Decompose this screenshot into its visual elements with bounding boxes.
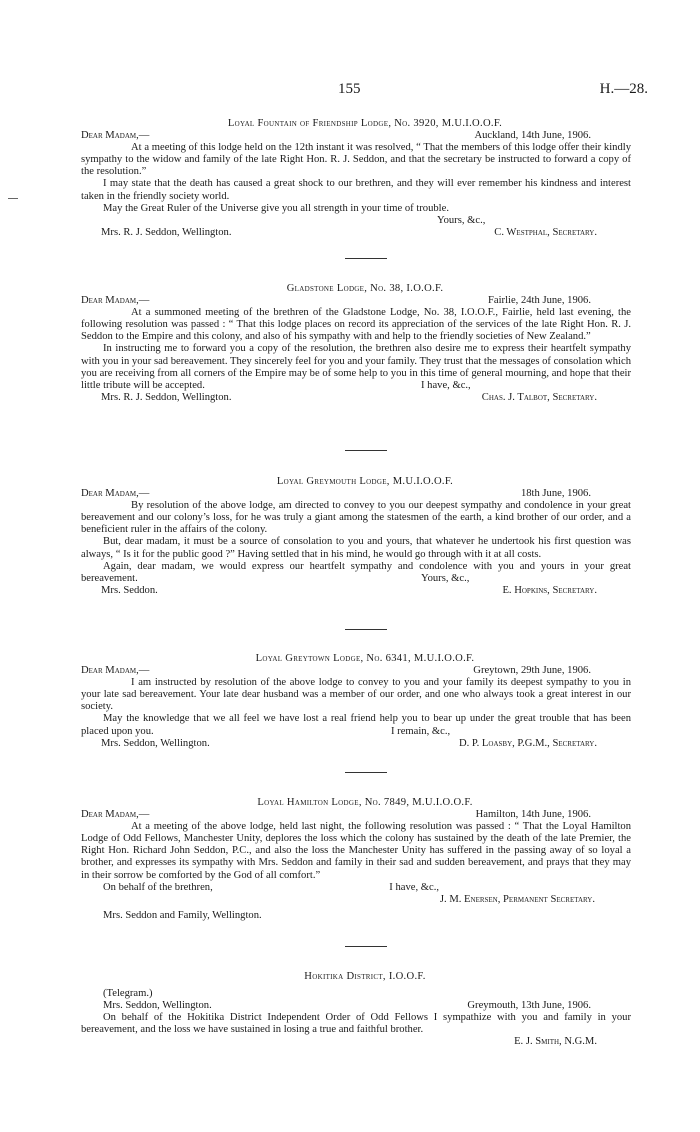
paragraph: Again, dear madam, we would express our heartfelt sympathy and condolence with you and yours in your great bereavement. — [81, 560, 631, 584]
paragraph: At a summoned meeting of the brethren of the Gladstone Lodge, No. 38, I.O.O.F., Fairlie, held last evening, the following resolution was passed : “ That this lodge places on record its appreciation of the services of the late Right Hon. R. J. Seddon to the Empire and this colony, and also of his sympathy with and help to the friendly societies of New Zealand.” — [81, 307, 631, 343]
paragraph: At a meeting of the above lodge, held last night, the following resolution was passed : “ That the Loyal Hamilton Lodge of Odd Fellows, Manchester Unity, deplores the loss which the colony has sustained by the death of the late Premier, the Right Hon. Richard John Seddon, P.C., and also the loss the Manchester Unity has suffered in the passing away of so loyal a brother, and expresses its sympathy with Mrs. Seddon and family in their sad and sudden bereavement, and prays that they may in their sorrow be comforted by the God of all comfort.” — [81, 821, 631, 881]
paragraph: But, dear madam, it must be a source of consolation to you and yours, that whatever he undertook his first question was always, “ Is it for the public good ?” Having settled that in his mind, he would go through with it at all costs. — [81, 536, 631, 560]
letter-gladstone — [81, 283, 631, 404]
place-date: Greytown, 29th June, 1906. — [473, 665, 591, 677]
addressee: Mrs. Seddon, Wellington. — [101, 737, 210, 749]
letter-fountain-of-friendship — [81, 118, 631, 239]
paragraph: May the knowledge that we all feel we have lost a real friend help you to bear up under the great trouble that has been placed upon you. — [81, 713, 631, 737]
addressee: Mrs. R. J. Seddon, Wellington. — [101, 391, 232, 403]
divider — [345, 450, 387, 451]
margin-mark — [8, 198, 18, 199]
signature: C. Westphal, Secretary. — [494, 226, 597, 238]
signature: Chas. J. Talbot, Secretary. — [481, 391, 597, 403]
place-date: 18th June, 1906. — [520, 488, 591, 500]
behalf-line: On behalf of the brethren, — [103, 881, 213, 893]
addressee: Mrs. Seddon, Wellington. — [103, 1000, 212, 1012]
salutation: Dear Madam,— — [81, 488, 150, 500]
paragraph: May the Great Ruler of the Universe give you all strength in your time of trouble. — [103, 202, 449, 214]
closing: I remain, &c., — [391, 725, 451, 737]
letter-title: Loyal Greymouth Lodge, M.U.I.O.O.F. — [276, 476, 454, 487]
addressee: Mrs. Seddon and Family, Wellington. — [103, 909, 262, 921]
letter-greymouth — [81, 476, 631, 597]
divider — [345, 772, 387, 773]
page-number: 155 — [338, 81, 361, 97]
salutation: Dear Madam,— — [81, 295, 150, 307]
place-date: Hamilton, 14th June, 1906. — [475, 809, 591, 821]
place-date: Greymouth, 13th June, 1906. — [467, 1000, 591, 1012]
closing: Yours, &c., — [421, 572, 470, 584]
salutation: Dear Madam,— — [81, 130, 150, 142]
addressee: Mrs. R. J. Seddon, Wellington. — [101, 226, 232, 238]
paragraph: By resolution of the above lodge, am directed to convey to you our deepest sympathy and condolence in your great bereavement and our colony’s loss, for he was truly a giant among the statesmen of the earth, a kind brother of our order, and a beneficient ruler in the affairs of the colony. — [81, 500, 631, 536]
document-code: H.—28. — [599, 81, 648, 97]
salutation: Dear Madam,— — [81, 665, 150, 677]
divider — [345, 629, 387, 630]
paragraph: I may state that the death has caused a great shock to our brethren, and they will ever remember his kindness and interest taken in the friendly society world. — [81, 178, 631, 202]
divider — [345, 946, 387, 947]
letter-title: Loyal Hamilton Lodge, No. 7849, M.U.I.O.O.F. — [257, 797, 473, 808]
divider — [345, 258, 387, 259]
signature: E. J. Smith, N.G.M. — [514, 1036, 597, 1048]
closing: Yours, &c., — [437, 214, 486, 226]
signature: D. P. Loasby, P.G.M., Secretary. — [458, 737, 597, 749]
paragraph: In instructing me to forward you a copy of the resolution, the brethren also desire me to express their heartfelt sympathy with you in your sad bereavement. They sincerely feel for you and your family. They trust that the messages of consolation which you are receiving from all corners of the Empire may be of some help to you in this time of general mourning, and hope that their little tribute will be accepted. — [81, 343, 631, 391]
closing: I have, &c., — [421, 379, 471, 391]
paragraph: On behalf of the Hokitika District Independent Order of Odd Fellows I sympathize with you and family in your bereavement, and the loss we have sustained in losing a true and faithful brother. — [81, 1012, 631, 1036]
letter-hamilton — [81, 797, 631, 922]
place-date: Fairlie, 24th June, 1906. — [488, 295, 591, 307]
closing: I have, &c., — [389, 881, 439, 893]
addressee: Mrs. Seddon. — [101, 584, 158, 596]
paragraph: At a meeting of this lodge held on the 12th instant it was resolved, “ That the members of this lodge offer their kindly sympathy to the widow and family of the late Right Hon. R. J. Seddon, and that the secretary be instructed to forward a copy of the resolution.” — [81, 142, 631, 178]
signature: J. M. Enersen, Permanent Secretary. — [439, 893, 595, 905]
letter-greytown — [81, 653, 631, 750]
paragraph: I am instructed by resolution of the above lodge to convey to you and your family its deepest sympathy to you in your late sad bereavement. Your late dear husband was a member of our order, and one who always took a great interest in our society. — [81, 677, 631, 713]
letter-title: Loyal Fountain of Friendship Lodge, No. 3920, M.U.I.O.O.F. — [227, 118, 503, 129]
letter-title: Loyal Greytown Lodge, No. 6341, M.U.I.O.O.F. — [255, 653, 475, 664]
letter-hokitika — [81, 971, 631, 1049]
place-date: Auckland, 14th June, 1906. — [474, 130, 591, 142]
telegram-label: (Telegram.) — [103, 988, 153, 1000]
letter-title: Hokitika District, I.O.O.F. — [304, 971, 426, 982]
signature: E. Hopkins, Secretary. — [502, 584, 597, 596]
salutation: Dear Madam,— — [81, 809, 150, 821]
letter-title: Gladstone Lodge, No. 38, I.O.O.F. — [286, 283, 444, 294]
